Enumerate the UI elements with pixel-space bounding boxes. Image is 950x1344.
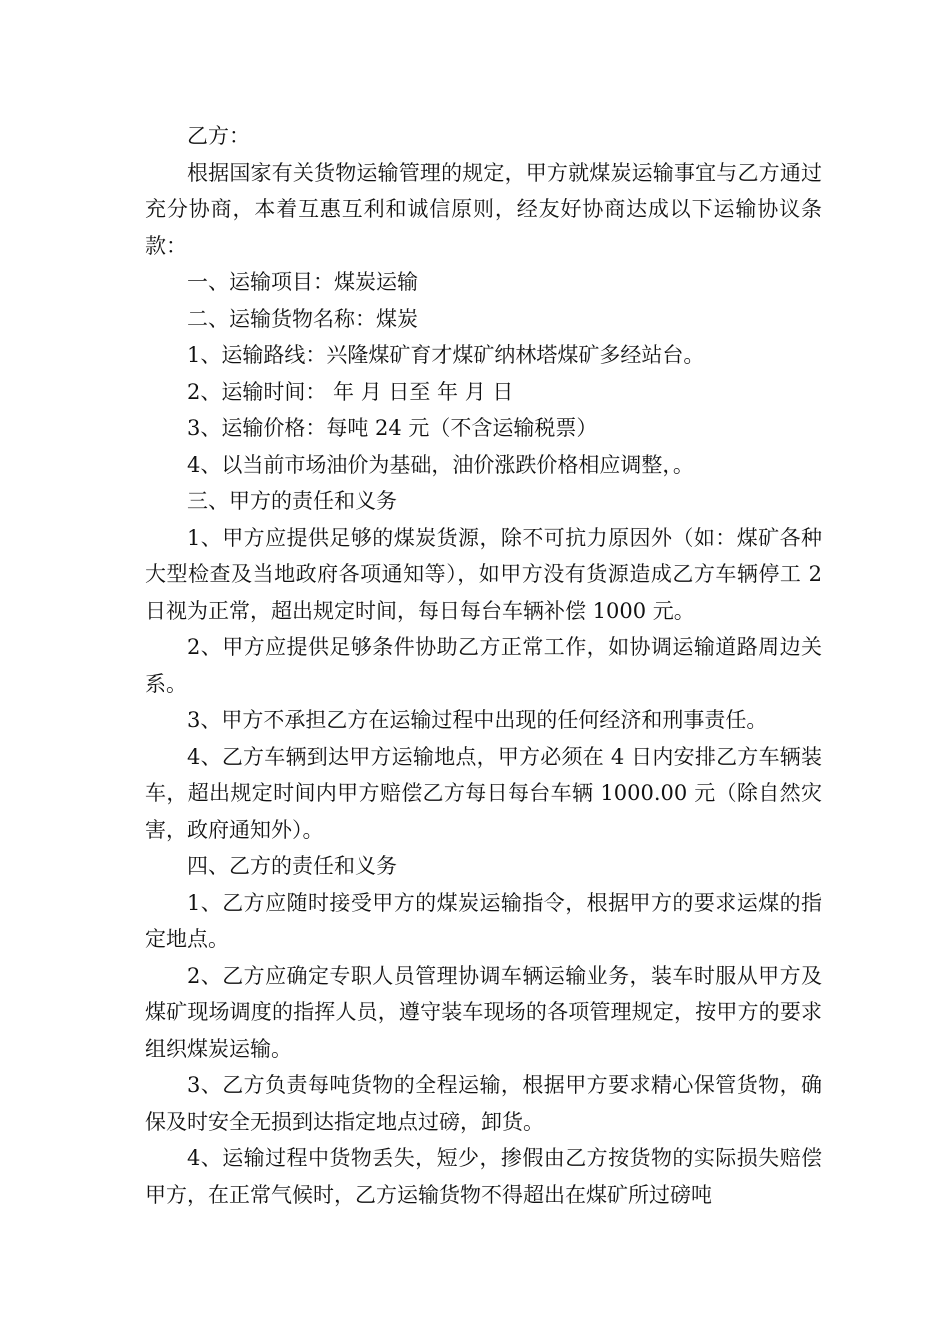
clause-a-1: 1、甲方应提供足够的煤炭货源，除不可抗力原因外（如：煤矿各种大型检查及当地政府各项通知等），如甲方没有货源造成乙方车辆停工 2 日视为正常，超出规定时间，每日每台车辆补偿 1000 元。 [145,525,822,623]
clause-b-4: 4、运输过程中货物丢失，短少，掺假由乙方按货物的实际损失赔偿甲方，在正常气候时，乙方运输货物不得超出在煤矿所过磅吨 [145,1146,822,1207]
clause-b-3: 3、乙方负责每吨货物的全程运输，根据甲方要求精心保管货物，确保及时安全无损到达指定地点过磅，卸货。 [145,1073,822,1134]
clause-a-3: 3、甲方不承担乙方在运输过程中出现的任何经济和刑事责任。 [187,708,768,732]
section-heading-2: 二、运输货物名称：煤炭 [187,306,418,331]
clause-a-2: 2、甲方应提供足够条件协助乙方正常工作，如协调运输道路周边关系。 [145,635,822,696]
clause-b-2: 2、乙方应确定专职人员管理协调车辆运输业务，装车时服从甲方及煤矿现场调度的指挥人员，遵守装车现场的各项管理规定，按甲方的要求组织煤炭运输。 [145,963,822,1061]
section-heading-1: 一、运输项目：煤炭运输 [187,270,418,294]
clause-b-1: 1、乙方应随时接受甲方的煤炭运输指令，根据甲方的要求运煤的指定地点。 [145,890,822,951]
section-heading-4: 四、乙方的责任和义务 [187,854,397,878]
section-heading-3: 三、甲方的责任和义务 [187,489,397,513]
clause-a-4: 4、乙方车辆到达甲方运输地点，甲方必须在 4 日内安排乙方车辆装车，超出规定时间内甲方赔偿乙方每日每台车辆 1000.00 元（除自然灾害，政府通知外）。 [145,744,822,842]
clause-oil-price: 4、以当前市场油价为基础，油价涨跌价格相应调整，。 [187,452,694,477]
clause-time: 2、运输时间： 年 月 日至 年 月 日 [187,379,514,404]
paragraph-preamble: 根据国家有关货物运输管理的规定，甲方就煤炭运输事宜与乙方通过充分协商，本着互惠互利和诚信原则，经友好协商达成以下运输协议条款： [145,160,822,258]
paragraph-party-b: 乙方： [187,124,250,148]
clause-route: 1、运输路线：兴隆煤矿育才煤矿纳林塔煤矿多经站台。 [187,343,705,367]
clause-price: 3、运输价格：每吨 24 元（不含运输税票） [187,416,598,440]
